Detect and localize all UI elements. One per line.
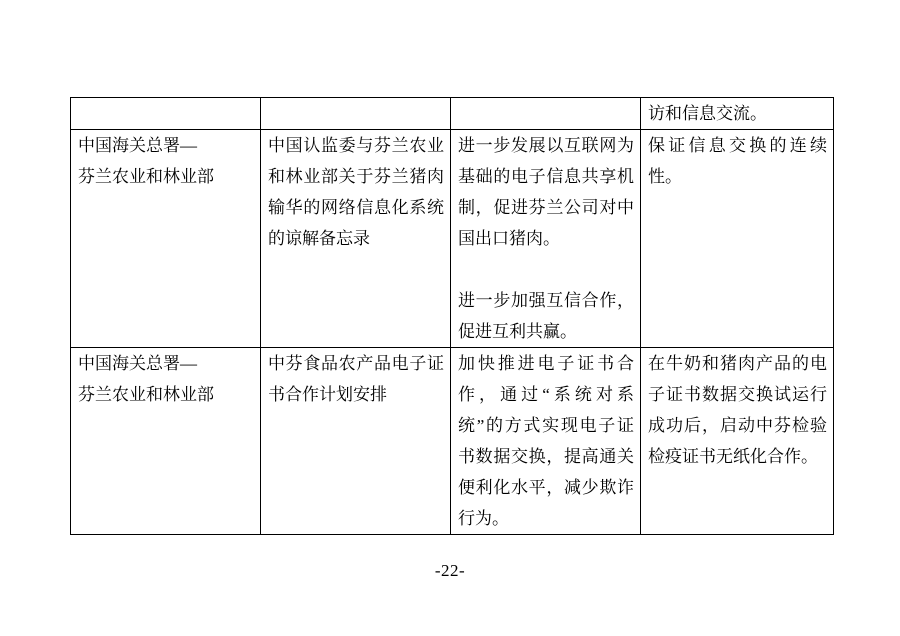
table-cell (261, 348, 451, 535)
page-number: -22- (434, 561, 466, 580)
cell-paragraph: 进一步发展以互联网为基础的电子信息共享机制，促进芬兰公司对中国出口猪肉。 (458, 136, 634, 248)
table-cell (261, 130, 451, 348)
table-cell (641, 130, 834, 348)
table-row (71, 130, 834, 348)
cell-paragraph: 在牛奶和猪肉产品的电子证书数据交换试运行成功后，启动中芬检验检疫证书无纸化合作。 (648, 354, 827, 466)
table-cell (641, 98, 834, 130)
cell-paragraph: 保证信息交换的连续性。 (648, 136, 827, 186)
cell-paragraph: 访和信息交流。 (648, 104, 767, 123)
cooperation-table (70, 97, 834, 535)
cell-paragraph: 中国海关总署— (78, 136, 197, 155)
cell-paragraph: 中国海关总署— (78, 354, 197, 373)
cell-paragraph: 加快推进电子证书合作，通过“系统对系统”的方式实现电子证书数据交换，提高通关便利化水平，减少欺诈行为。 (458, 354, 634, 528)
cell-paragraph: 芬兰农业和林业部 (78, 385, 214, 404)
table-cell (71, 130, 261, 348)
table-cell (261, 98, 451, 130)
cell-paragraph: 中芬食品农产品电子证书合作计划安排 (268, 354, 444, 404)
table-cell (451, 98, 641, 130)
cell-paragraph: 进一步加强互信合作，促进互利共赢。 (458, 291, 634, 341)
table-cell (641, 348, 834, 535)
cell-paragraph: 芬兰农业和林业部 (78, 167, 214, 186)
table-cell (71, 98, 261, 130)
table-cell (451, 348, 641, 535)
table-cell (71, 348, 261, 535)
table-cell (451, 130, 641, 348)
table-row (71, 98, 834, 130)
table-row (71, 348, 834, 535)
cell-paragraph: 中国认监委与芬兰农业和林业部关于芬兰猪肉输华的网络信息化系统的谅解备忘录 (268, 136, 444, 248)
